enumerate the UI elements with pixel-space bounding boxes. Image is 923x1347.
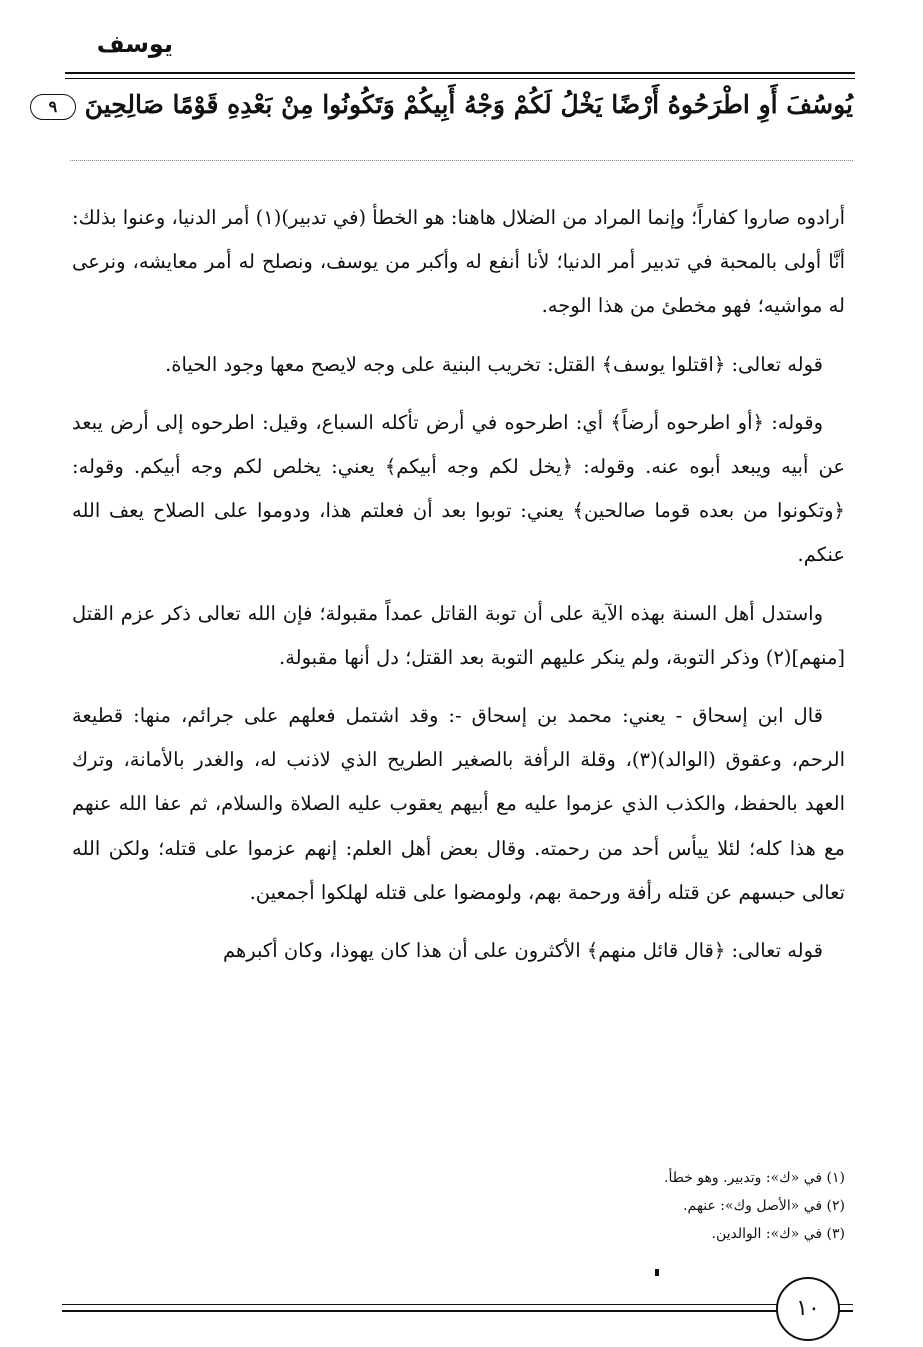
header-rule-thick: [65, 72, 855, 74]
footnote: (١) في «ك»: وتدبير. وهو خطأ.: [664, 1170, 845, 1186]
paragraph: واستدل أهل السنة بهذه الآية على أن توبة القاتل عمداً مقبولة؛ فإن الله تعالى ذكر عزم القتل [منهم](٢) وذكر التوبة، ولم ينكر عليهم التوبة بعد القتل؛ دل أنها مقبولة.: [72, 601, 845, 669]
footer-rule-thin: [62, 1304, 853, 1305]
paragraph: قوله تعالى: ﴿قال قائل منهم﴾ الأكثرون على أن هذا كان يهوذا، وكان أكبرهم: [223, 939, 823, 963]
footnote: (٣) في «ك»: الوالدين.: [711, 1226, 845, 1242]
footnote: (٢) في «الأصل وك»: عنهم.: [683, 1198, 845, 1214]
paragraph: قال ابن إسحاق - يعني: محمد بن إسحاق -: وقد اشتمل فعلهم على جرائم، منها: قطيعة الرحم، وعقوق (الوالد)(٣)، وقلة الرأفة بالصغير الطريح الذي لاذنب له، والغدر بالأمانة، وترك العهد بالحفظ، والكذب الذي عزموا عليه مع أبيهم يعقوب عليه الصلاة والسلام، ثم عفا الله عنهم مع هذا كله؛ لئلا ييأس أحد من رحمته. وقال بعض أهل العلم: إنهم عزموا على قتله؛ ولكن الله تعالى حبسهم عن قتله رأفة ورحمة بهم، ولومضوا على قتله لهلكوا أجمعين.: [72, 704, 845, 904]
page-number: ١٠: [776, 1277, 840, 1341]
ink-mark: [655, 1269, 659, 1276]
verse-number-marker: ٩: [30, 94, 76, 120]
footer-rule-thick: [62, 1310, 853, 1312]
verse-text: يُوسُفَ أَوِ اطْرَحُوهُ أَرْضًا يَخْلُ لَكُمْ وَجْهُ أَبِيكُمْ وَتَكُونُوا مِنْ بَعْدِهِ قَوْمًا صَالِحِينَ: [84, 90, 853, 119]
surah-title: يوسف: [96, 30, 173, 58]
paragraph: أرادوه صاروا كفاراً؛ وإنما المراد من الضلال هاهنا: هو الخطأ (في تدبير)(١) أمر الدنيا، وعنوا بذلك: أنَّا أولى بالمحبة في تدبير أمر الدنيا؛ لأنا أنفع له وأكبر من يوسف، ونصلح له أمر معايشه، ونرعى له مواشيه؛ فهو مخطئ من هذا الوجه.: [72, 206, 846, 318]
commentary-text: [72, 196, 845, 987]
header-rule-thin: [65, 78, 855, 79]
paragraph: قوله تعالى: ﴿اقتلوا يوسف﴾ القتل: تخريب البنية على وجه لايصح معها وجود الحياة.: [165, 352, 823, 376]
paragraph: وقوله: ﴿أو اطرحوه أرضاً﴾ أي: اطرحوه في أرض تأكله السباع، وقيل: اطرحوه إلى أرض يبعد عن أبيه ويبعد أبوه عنه. وقوله: ﴿يخل لكم وجه أبيكم﴾ يعني: يخلص لكم وجه أبيكم. وقوله: ﴿وتكونوا من بعده قوما صالحين﴾ يعني: توبوا بعد أن فعلتم هذا، ودوموا على الصلاح يعف الله عنكم.: [72, 410, 845, 567]
footnotes: [345, 1164, 845, 1248]
quran-verse: [48, 90, 853, 140]
verse-divider: [70, 160, 853, 161]
